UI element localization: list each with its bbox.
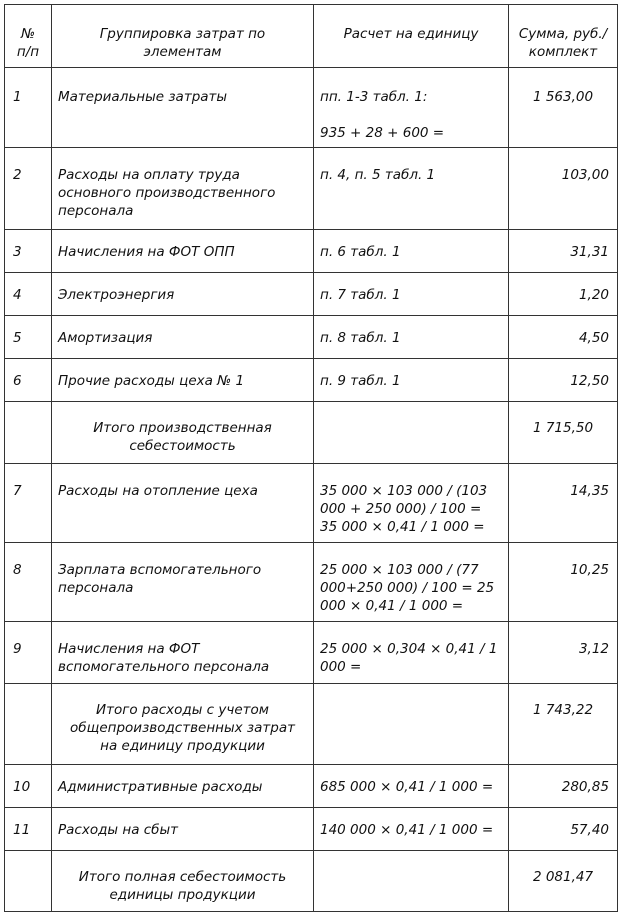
row-amount: 3,12: [509, 622, 618, 684]
row-name: Расходы на отопление цеха: [52, 464, 314, 543]
table-row: [5, 316, 618, 359]
total-calc-empty: [314, 851, 509, 912]
total-amount: 2 081,47: [509, 851, 618, 912]
row-amount: 103,00: [509, 148, 618, 230]
row-calc: п. 6 табл. 1: [314, 230, 509, 273]
row-calc: 140 000 × 0,41 / 1 000 =: [314, 808, 509, 851]
row-num: 2: [5, 148, 52, 230]
table-row: [5, 68, 618, 148]
header-num: № п/п: [5, 5, 52, 68]
row-calc: 25 000 × 103 000 / (77 000+250 000) / 100 = 25 000 × 0,41 / 1 000 =: [314, 543, 509, 622]
total-empty: [5, 402, 52, 464]
row-name: Амортизация: [52, 316, 314, 359]
row-amount: 1,20: [509, 273, 618, 316]
row-num: 5: [5, 316, 52, 359]
row-calc: 685 000 × 0,41 / 1 000 =: [314, 765, 509, 808]
row-num: 8: [5, 543, 52, 622]
total-empty: [5, 684, 52, 765]
total-label: Итого полная себестоимость единицы продукции: [52, 851, 314, 912]
row-calc: 35 000 × 103 000 / (103 000 + 250 000) / 100 = 35 000 × 0,41 / 1 000 =: [314, 464, 509, 543]
row-num: 7: [5, 464, 52, 543]
row-num: 6: [5, 359, 52, 402]
row-calc: п. 9 табл. 1: [314, 359, 509, 402]
header-sum: Сумма, руб./ комплект: [509, 5, 618, 68]
row-num: 11: [5, 808, 52, 851]
row-amount: 57,40: [509, 808, 618, 851]
table-row: [5, 359, 618, 402]
row-amount: 10,25: [509, 543, 618, 622]
total-calc-empty: [314, 684, 509, 765]
total-amount: 1 743,22: [509, 684, 618, 765]
header-calc: Расчет на единицу: [314, 5, 509, 68]
row-name: Расходы на сбыт: [52, 808, 314, 851]
total-calc-empty: [314, 402, 509, 464]
total-row: [5, 402, 618, 464]
row-num: 4: [5, 273, 52, 316]
total-amount: 1 715,50: [509, 402, 618, 464]
row-calc: п. 7 табл. 1: [314, 273, 509, 316]
row-calc: п. 8 табл. 1: [314, 316, 509, 359]
table-row: [5, 765, 618, 808]
row-amount: 14,35: [509, 464, 618, 543]
row-name: Прочие расходы цеха № 1: [52, 359, 314, 402]
table-row: [5, 543, 618, 622]
header-group: Группировка затрат по элементам: [52, 5, 314, 68]
row-amount: 1 563,00: [509, 68, 618, 148]
table-row: [5, 622, 618, 684]
row-calc: 25 000 × 0,304 × 0,41 / 1 000 =: [314, 622, 509, 684]
header-row: [5, 5, 618, 68]
total-empty: [5, 851, 52, 912]
row-amount: 12,50: [509, 359, 618, 402]
row-name: Материальные затраты: [52, 68, 314, 148]
row-num: 9: [5, 622, 52, 684]
row-amount: 4,50: [509, 316, 618, 359]
row-num: 10: [5, 765, 52, 808]
row-name: Электроэнергия: [52, 273, 314, 316]
row-name: Начисления на ФОТ ОПП: [52, 230, 314, 273]
table-row: [5, 273, 618, 316]
row-calc-line1: пп. 1-3 табл. 1:: [320, 89, 428, 105]
total-row: [5, 684, 618, 765]
row-name: Административные расходы: [52, 765, 314, 808]
total-label: Итого расходы с учетом общепроизводственных затрат на единицу продукции: [52, 684, 314, 765]
row-calc-line2: 935 + 28 + 600 =: [320, 125, 445, 141]
row-num: 3: [5, 230, 52, 273]
table-row: [5, 808, 618, 851]
total-label: Итого производственная себестоимость: [52, 402, 314, 464]
cost-table: [4, 4, 618, 912]
table-row: [5, 230, 618, 273]
row-calc: п. 4, п. 5 табл. 1: [314, 148, 509, 230]
row-num: 1: [5, 68, 52, 148]
row-name: Расходы на оплату труда основного производственного персонала: [52, 148, 314, 230]
row-name: Начисления на ФОТ вспомогательного персонала: [52, 622, 314, 684]
row-calc: [314, 68, 509, 148]
row-name: Зарплата вспомогательного персонала: [52, 543, 314, 622]
total-row: [5, 851, 618, 912]
table-row: [5, 464, 618, 543]
table-row: [5, 148, 618, 230]
row-amount: 280,85: [509, 765, 618, 808]
row-amount: 31,31: [509, 230, 618, 273]
